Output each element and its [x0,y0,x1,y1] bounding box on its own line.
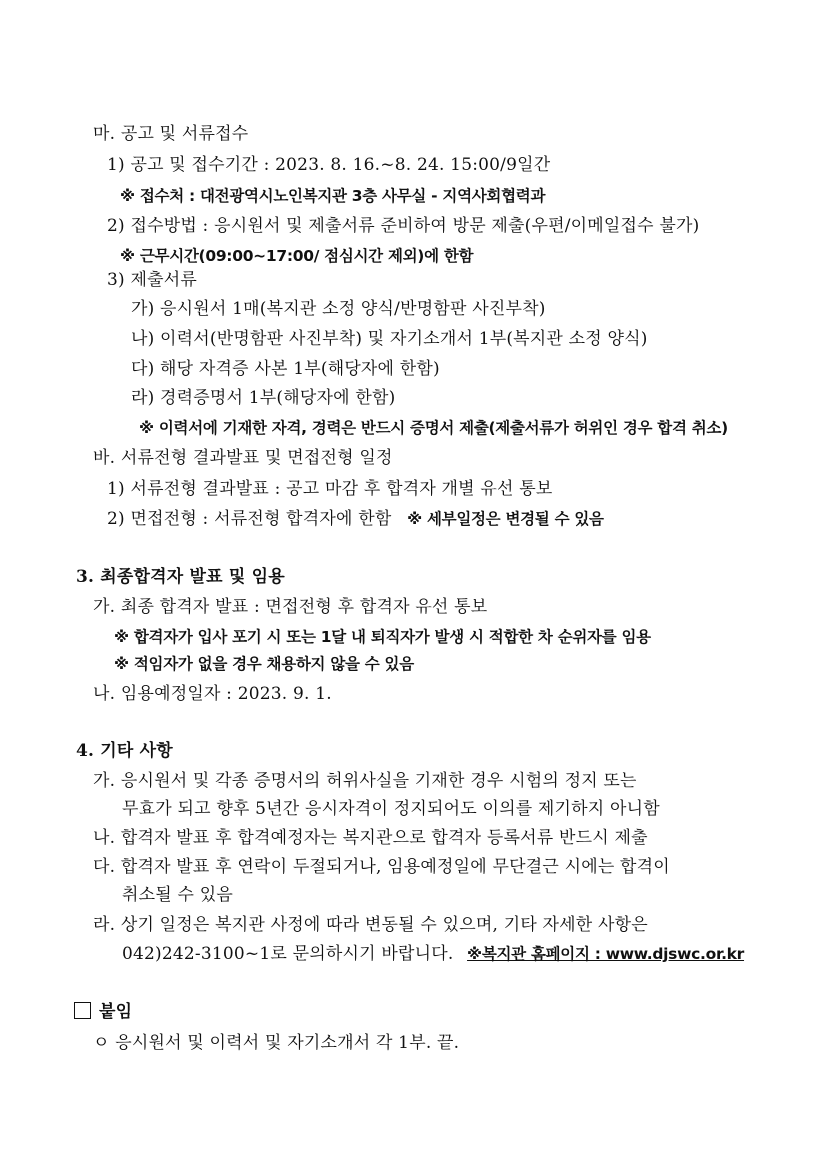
section-ba-item-2-note: ※ 세부일정은 변경될 수 있음 [407,510,604,528]
section-ma-item-2: 2) 접수방법 : 응시원서 및 제출서류 준비하여 방문 제출(우편/이메일접수 불가) [107,216,700,236]
section-4-item-ga-line-2: 무효가 되고 향후 5년간 응시자격이 정지되어도 이의를 제기하지 아니함 [122,799,660,819]
attachment-title: 붙임 [99,1002,133,1022]
section-4-item-ra-text: 042)242-3100~1로 문의하시기 바랍니다. [122,944,454,964]
section-4-item-da-line-2: 취소될 수 있음 [122,885,233,905]
section-ma-item-1: 1) 공고 및 접수기간 : 2023. 8. 16.~8. 24. 15:00/9일간 [107,155,551,175]
section-ma-item-3: 3) 제출서류 [107,270,197,290]
section-ma-note-2: ※ 근무시간(09:00~17:00/ 점심시간 제외)에 한함 [120,247,474,265]
section-4-title: 4. 기타 사항 [76,741,173,761]
section-ma-subitem-ga: 가) 응시원서 1매(복지관 소정 양식/반명함판 사진부착) [131,299,546,319]
attachment-heading [74,1000,132,1024]
checkbox-square-icon [74,1002,91,1019]
section-3-item-na: 나. 임용예정일자 : 2023. 9. 1. [93,684,332,704]
section-3-note-1: ※ 합격자가 입사 포기 시 또는 1달 내 퇴직자가 발생 시 적합한 차 순위자를 임용 [114,628,651,646]
section-4-item-na: 나. 합격자 발표 후 합격예정자는 복지관으로 합격자 등록서류 반드시 제출 [93,828,648,848]
section-ma-subitem-da: 다) 해당 자격증 사본 1부(해당자에 한함) [131,359,440,379]
section-ba-item-2-text: 2) 면접전형 : 서류전형 합격자에 한함 [107,509,392,529]
attachment-item: ㅇ 응시원서 및 이력서 및 자기소개서 각 1부. 끝. [93,1033,460,1053]
section-ma-title: 마. 공고 및 서류접수 [93,124,249,144]
section-ma-note-3: ※ 이력서에 기재한 자격, 경력은 반드시 증명서 제출(제출서류가 허위인 경우 합격 취소) [139,419,728,437]
section-ma-subitem-na: 나) 이력서(반명함판 사진부착) 및 자기소개서 1부(복지관 소정 양식) [131,329,648,349]
section-ba-item-1: 1) 서류전형 결과발표 : 공고 마감 후 합격자 개별 유선 통보 [107,479,553,499]
section-ba-item-2 [107,507,604,531]
section-ma-subitem-ra: 라) 경력증명서 1부(해당자에 한함) [131,388,396,408]
section-4-item-ra-line-2 [122,942,744,966]
section-4-item-ra-line-1: 라. 상기 일정은 복지관 사정에 따라 변동될 수 있으며, 기타 자세한 사항은 [93,915,648,935]
section-ba-title: 바. 서류전형 결과발표 및 면접전형 일정 [93,448,393,468]
section-ma-note-1: ※ 접수처 : 대전광역시노인복지관 3층 사무실 - 지역사회협력과 [120,187,546,205]
section-4-item-ga-line-1: 가. 응시원서 및 각종 증명서의 허위사실을 기재한 경우 시험의 정지 또는 [93,771,637,791]
section-3-title: 3. 최종합격자 발표 및 임용 [76,567,285,587]
section-3-item-ga: 가. 최종 합격자 발표 : 면접전형 후 합격자 유선 통보 [93,597,488,617]
section-3-note-2: ※ 적임자가 없을 경우 채용하지 않을 수 있음 [114,655,414,673]
section-4-item-da-line-1: 다. 합격자 발표 후 연락이 두절되거나, 임용예정일에 무단결근 시에는 합격이 [93,857,670,877]
homepage-link[interactable]: ※복지관 홈페이지 : www.djswc.or.kr [467,945,745,963]
